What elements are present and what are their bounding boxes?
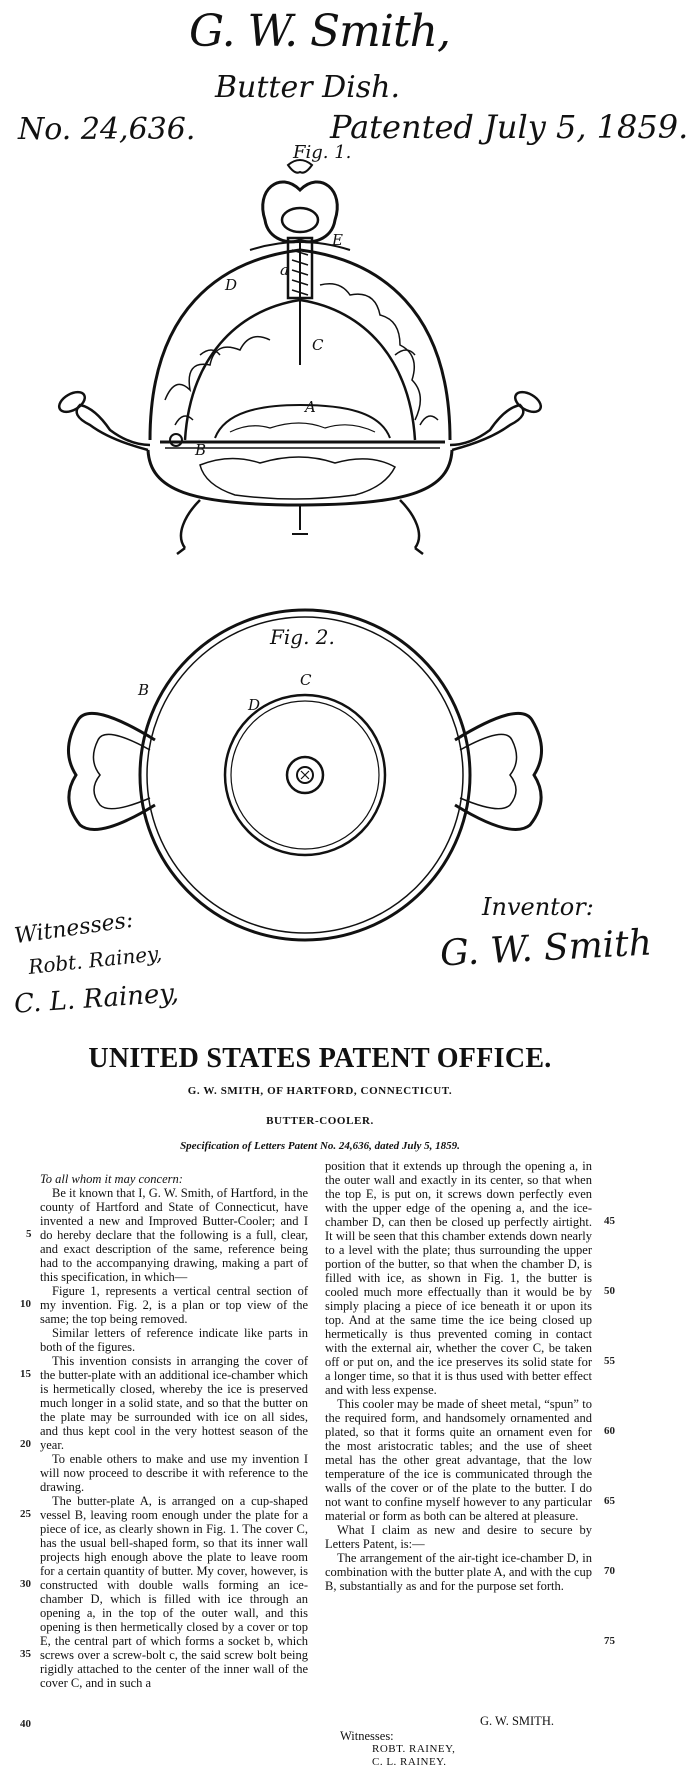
specification-line: Specification of Letters Patent No. 24,636, dated July 5, 1859. <box>180 1140 460 1152</box>
fig2-letter-C: C <box>300 671 312 689</box>
paragraph: This cooler may be made of sheet metal, “spun” to the required form, and handsomely ornamented and plated, so that it forms quite an ornament even for the most aristocratic tables; and the use of sheet metal has the other great advantage, that the low temperature of the ice is communicated through the walls of the cover or of the plate to the butter. I do not want to confine myself however to any particular material or form as both can be altered at pleasure. <box>325 1397 592 1523</box>
patent-date-handwritten: Patented July 5, 1859. <box>330 108 688 146</box>
line-number: 65 <box>604 1495 615 1507</box>
line-number: 75 <box>604 1635 615 1647</box>
paragraph: Similar letters of reference indicate like parts in both of the figures. <box>40 1326 308 1354</box>
document-title: BUTTER-COOLER. <box>266 1115 374 1127</box>
fig1-letter-E: E <box>332 231 343 249</box>
line-number: 25 <box>20 1508 31 1520</box>
line-number: 5 <box>26 1228 32 1240</box>
witness-signature-1: Robt. Rainey, <box>27 941 164 979</box>
line-number: 55 <box>604 1355 615 1367</box>
line-number: 30 <box>20 1578 31 1590</box>
fig1-letter-A: A <box>305 398 316 416</box>
witness-name-1: ROBT. RAINEY, <box>372 1743 456 1755</box>
witnesses-label-handwritten: Witnesses: <box>12 907 135 950</box>
witness-name-2: C. L. RAINEY. <box>372 1756 447 1768</box>
witnesses-heading: Witnesses: <box>340 1729 394 1743</box>
fig1-label: Fig. 1. <box>293 142 352 163</box>
fig2-letter-D: D <box>248 696 261 714</box>
signature-name: G. W. SMITH. <box>480 1714 554 1728</box>
paragraph: To enable others to make and use my invention I will now proceed to describe it with reference to the drawing. <box>40 1452 308 1494</box>
line-number: 60 <box>604 1425 615 1437</box>
fig1-letter-C: C <box>312 336 324 354</box>
inventor-byline: G. W. SMITH, OF HARTFORD, CONNECTICUT. <box>187 1085 453 1097</box>
salutation: To all whom it may concern: <box>40 1172 183 1186</box>
inventor-signature: G. W. Smith <box>439 922 653 975</box>
office-title: UNITED STATES PATENT OFFICE. <box>88 1043 552 1074</box>
fig2-letter-B: B <box>138 681 150 699</box>
line-number: 15 <box>20 1368 31 1380</box>
line-number: 70 <box>604 1565 615 1577</box>
line-number: 50 <box>604 1285 615 1297</box>
paragraph: The butter-plate A, is arranged on a cup-shaped vessel B, leaving room enough under the plate for a piece of ice, as clearly shown in Fig. 1. The cover C, has the usual bell-shaped form, so that its inner wall projects high enough above the plate to leave room for a certain quantity of butter. My cover, however, is constructed with double walls forming an ice-chamber D, which is filled with ice through an opening a, in the top of the outer wall, and this opening is then hermetically closed by a cover or top E, the central part of which forms a socket b, which screws over a screw-bolt c, the said screw bolt being rigidly attached to the center of the inner wall of the cover C, and in such a <box>40 1494 308 1690</box>
paragraph: Be it known that I, G. W. Smith, of Hartford, in the county of Hartford and State of Connecticut, have invented a new and Improved Butter-Cooler; and I do hereby declare that the following is a full, clear, and exact description of the same, reference being had to the accompanying drawing, making a part of this specification, in which— <box>40 1186 308 1284</box>
body-column-left <box>40 1172 308 1690</box>
paragraph: What I claim as new and desire to secure by Letters Patent, is:— <box>325 1523 592 1551</box>
inventor-name-handwritten: G. W. Smith, <box>188 6 450 57</box>
witness-signature-2: C. L. Rainey, <box>13 978 180 1020</box>
line-number: 45 <box>604 1215 615 1227</box>
line-number: 20 <box>20 1438 31 1450</box>
patent-number-handwritten: No. 24,636. <box>18 112 196 147</box>
paragraph: The arrangement of the air-tight ice-chamber D, in combination with the butter plate A, and with the cup B, substantially as and for the purpose set forth. <box>325 1551 592 1593</box>
line-number: 10 <box>20 1298 31 1310</box>
line-number: 40 <box>20 1718 31 1730</box>
paragraph: This invention consists in arranging the cover of the butter-plate with an additional ice-chamber which is hermetically closed, whereby the ice is preserved much longer in a solid state, and so that the butter on the plate may be surrounded with ice on all sides, and thus kept cool in the very hottest season of the year. <box>40 1354 308 1452</box>
inventor-label-handwritten: Inventor: <box>482 893 594 921</box>
fig1-letter-D: D <box>225 276 238 294</box>
paragraph: Figure 1, represents a vertical central section of my invention. Fig. 2, is a plan or top view of the same; the top being removed. <box>40 1284 308 1326</box>
fig1-section-drawing <box>0 150 640 590</box>
invention-name-handwritten: Butter Dish. <box>214 70 400 105</box>
paragraph: position that it extends up through the opening a, in the outer wall and exactly in its center, so that when the top E, is put on, it screws down perfectly even with the upper edge of the opening a, and the ice-chamber D, can then be closed up perfectly airtight. It will be seen that this chamber extends down nearly to a level with the plate; thus surrounding the upper portion of the butter, so that when the chamber D, is filled with ice, as shown in Fig. 1, the butter is cooled much more effectually than it would be by simply placing a piece of ice beneath it or upon its top. And at the same time the ice being closed up hermetically is thus prevented coming in contact with the external air, whether the cover C, be taken off or put on, and the ice preserves its solid state for a longer time, so that it is thus used with better effect and with less expense. <box>325 1159 592 1397</box>
fig1-letter-a: a <box>280 261 289 279</box>
fig1-letter-B: B <box>195 441 207 459</box>
fig2-label: Fig. 2. <box>270 625 335 649</box>
line-number: 35 <box>20 1648 31 1660</box>
body-column-right <box>325 1159 592 1593</box>
